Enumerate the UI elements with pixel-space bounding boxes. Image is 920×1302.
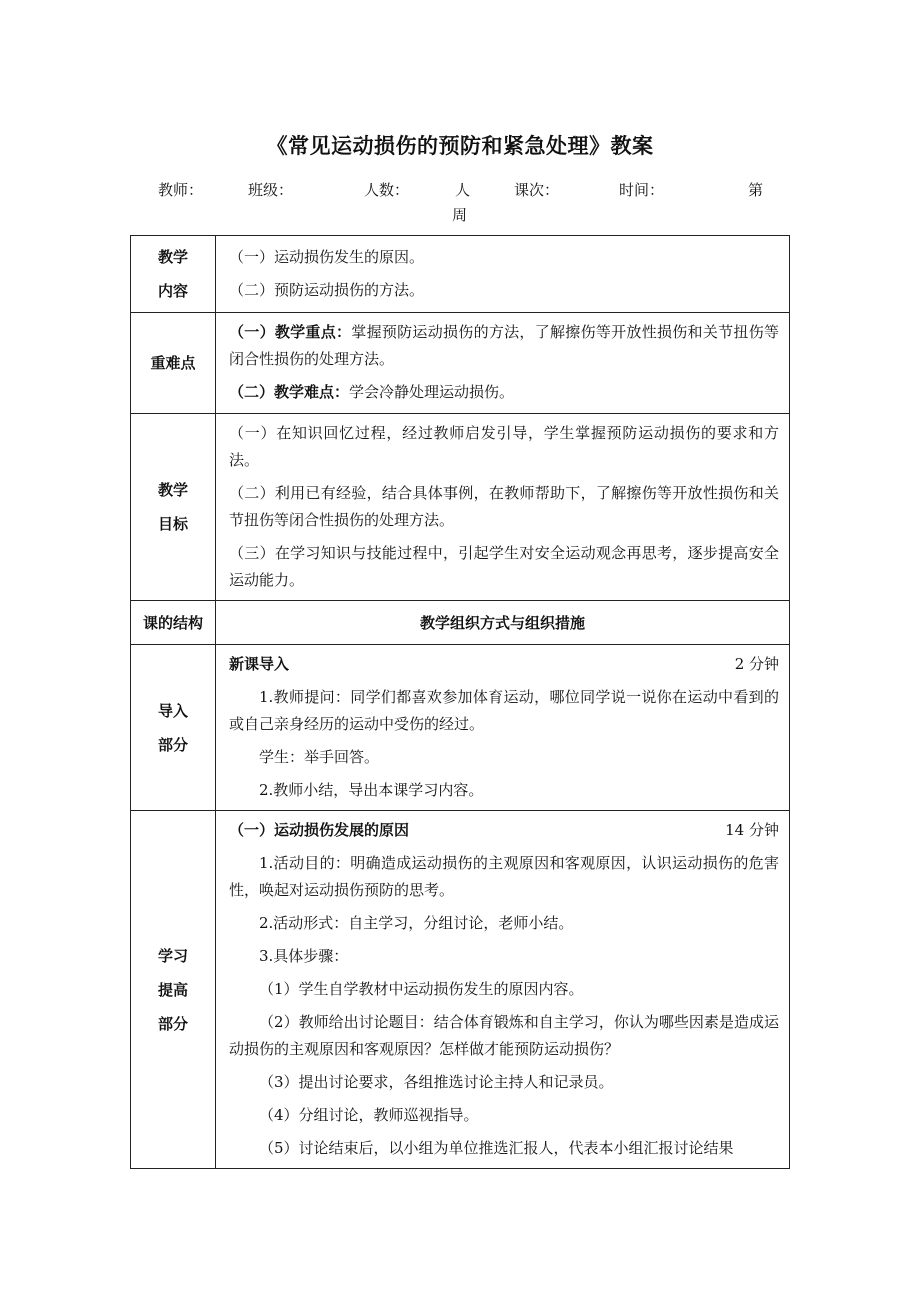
item-text: 掌握预防运动损伤的方法，了解擦伤等开放性损伤和关节扭伤等闭合性损伤的处理方法。 xyxy=(229,323,779,368)
table-row xyxy=(131,414,790,601)
meta-week-prefix: 第 xyxy=(748,181,764,199)
row-label-line: 目标 xyxy=(157,515,188,533)
row-label-line: 部分 xyxy=(157,735,188,754)
row-content xyxy=(216,645,790,811)
list-item: （1）学生自学教材中运动损伤发生的原因内容。 xyxy=(259,980,584,998)
table-row xyxy=(131,811,790,1169)
row-label xyxy=(131,236,216,313)
meta-teacher: 教师： xyxy=(158,181,204,199)
list-item xyxy=(229,379,779,406)
list-item: 1.活动目的：明确造成运动损伤的主观原因和客观原因，认识运动损伤的危害性，唤起对运动损伤预防的思考。 xyxy=(229,854,779,899)
list-item: 2.教师小结，导出本课学习内容。 xyxy=(259,781,484,799)
table-row xyxy=(131,236,790,313)
list-item: （3）提出讨论要求，各组推选讨论主持人和记录员。 xyxy=(259,1073,614,1091)
row-label-line: 教学 xyxy=(157,248,188,266)
meta-time: 时间： xyxy=(619,181,665,199)
lesson-plan-table xyxy=(130,235,790,1169)
table-row xyxy=(131,645,790,811)
list-item: （5）讨论结束后，以小组为单位推选汇报人，代表本小组汇报讨论结果 xyxy=(259,1139,734,1157)
column-header: 教学组织方式与组织措施 xyxy=(216,601,790,645)
meta-count: 人数： xyxy=(364,181,410,199)
row-content xyxy=(216,811,790,1169)
row-label-line: 部分 xyxy=(157,1014,188,1033)
row-label-line: 导入 xyxy=(157,701,188,720)
list-item: （一）运动损伤发生的原因。 xyxy=(229,248,425,266)
section-title: 新课导入 xyxy=(229,655,290,673)
row-label xyxy=(131,601,216,645)
section-duration: 14 分钟 xyxy=(725,821,779,839)
meta-count-unit: 人 xyxy=(455,181,471,199)
meta-class: 班级： xyxy=(248,181,294,199)
section-duration: 2 分钟 xyxy=(734,655,779,673)
list-item: 1.教师提问：同学们都喜欢参加体育运动，哪位同学说一说你在运动中看到的或自己亲身经历的运动中受伤的经过。 xyxy=(229,688,779,733)
document-title: 《常见运动损伤的预防和紧急处理》教案 xyxy=(266,133,654,158)
list-item: 3.具体步骤： xyxy=(259,947,349,965)
section-heading xyxy=(229,651,779,678)
row-label-line: 教学 xyxy=(157,481,188,499)
row-label xyxy=(131,313,216,414)
table-row xyxy=(131,313,790,414)
row-label xyxy=(131,414,216,601)
item-text: 学会冷静处理运动损伤。 xyxy=(349,383,515,401)
list-item xyxy=(229,319,779,373)
list-item: 2.活动形式：自主学习，分组讨论，老师小结。 xyxy=(259,914,574,932)
list-item: 学生：举手回答。 xyxy=(259,748,380,766)
meta-session: 课次： xyxy=(514,181,560,199)
row-label xyxy=(131,811,216,1169)
list-item: （三）在学习知识与技能过程中，引起学生对安全运动观念再思考，逐步提高安全运动能力。 xyxy=(229,544,779,589)
item-prefix: （一） xyxy=(229,323,275,341)
meta-week-suffix: 周 xyxy=(452,206,468,224)
list-item: （二）利用已有经验，结合具体事例，在教师帮助下，了解擦伤等开放性损伤和关节扭伤等闭合性损伤的处理方法。 xyxy=(229,484,779,529)
row-label-line: 课的结构 xyxy=(142,613,203,632)
row-label-line: 重难点 xyxy=(150,354,196,372)
item-bold-label: 教学难点： xyxy=(274,383,350,401)
row-content xyxy=(216,313,790,414)
list-item: （二）预防运动损伤的方法。 xyxy=(229,281,425,299)
list-item: （一）在知识回忆过程，经过教师启发引导，学生掌握预防运动损伤的要求和方法。 xyxy=(229,424,779,469)
row-label xyxy=(131,645,216,811)
row-label-line: 学习 xyxy=(157,946,188,965)
row-label-line: 提高 xyxy=(157,980,188,999)
section-title: （一）运动损伤发展的原因 xyxy=(229,821,410,839)
list-item: （4）分组讨论，教师巡视指导。 xyxy=(259,1106,479,1124)
item-prefix: （二） xyxy=(229,383,275,401)
row-content xyxy=(216,236,790,313)
item-bold-label: 教学重点： xyxy=(274,323,352,341)
list-item: （2）教师给出讨论题目：结合体育锻炼和自主学习，你认为哪些因素是造成运动损伤的主观原因和客观原因？怎样做才能预防运动损伤？ xyxy=(229,1013,779,1058)
row-content xyxy=(216,414,790,601)
section-heading xyxy=(229,817,779,844)
row-label-line: 内容 xyxy=(157,282,188,300)
table-row xyxy=(131,601,790,645)
